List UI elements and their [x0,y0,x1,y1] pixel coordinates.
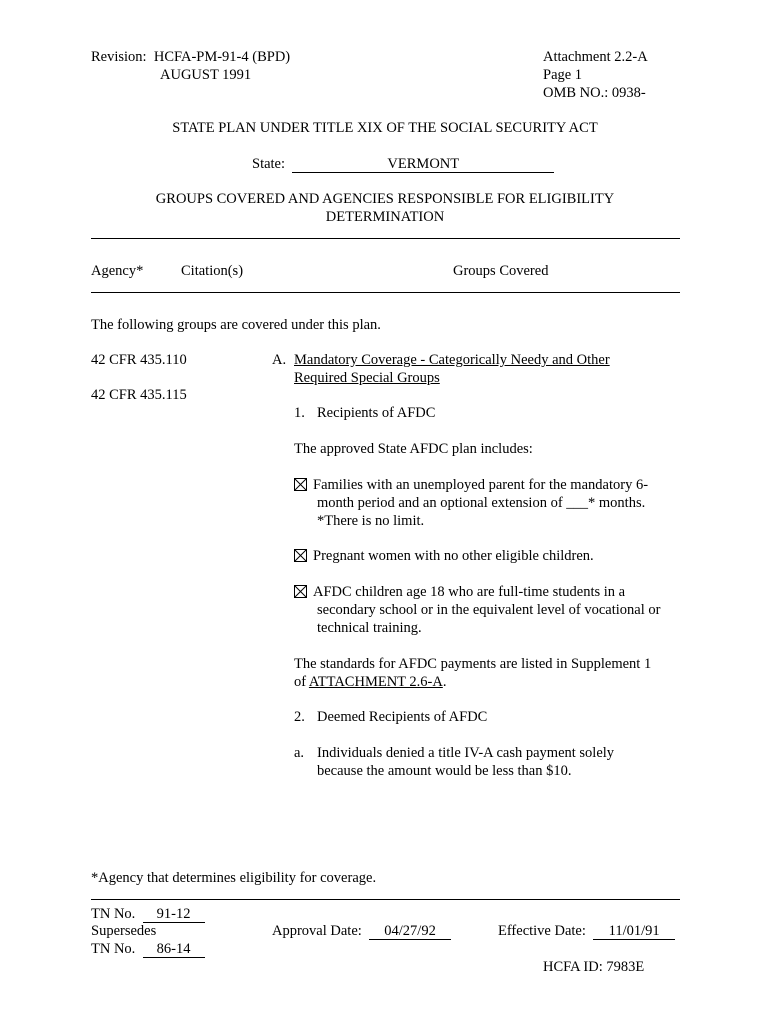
tn-value: 91-12 [143,907,205,923]
option-students-18 [294,583,625,601]
tn-label: TN No. [91,906,136,922]
option-1-line1: Families with an unemployed parent for the mandatory 6- [313,477,649,493]
tn2-label: TN No. [91,941,136,957]
section-a-title-line1: Mandatory Coverage - Categorically Needy and Other [294,352,610,368]
column-groups-covered: Groups Covered [453,263,549,279]
citation-435-115: 42 CFR 435.115 [91,387,187,403]
state-value: VERMONT [292,157,554,173]
approved-plan-text: The approved State AFDC plan includes: [294,441,533,457]
revision-value: HCFA-PM-91-4 (BPD) [153,49,291,65]
standards-line2 [294,673,446,691]
state-line [252,155,554,173]
checked-box-icon [294,478,307,491]
option-1-line2: month period and an optional extension of ___* months. [317,495,646,511]
section-a-title-line2: Required Special Groups [294,370,440,386]
column-citations: Citation(s) [181,263,244,279]
revision-date: AUGUST 1991 [160,67,252,83]
section-a-letter: A. [272,352,287,368]
document-title: STATE PLAN UNDER TITLE XIX OF THE SOCIAL SECURITY ACT [172,120,598,136]
agency-footnote: *Agency that determines eligibility for coverage. [91,870,377,886]
option-3-line3: technical training. [317,620,422,636]
item-1-number: 1. [294,405,305,421]
revision-line [91,48,290,66]
state-label: State: [252,156,286,172]
divider-top [91,238,680,239]
attachment-number: Attachment 2.2-A [543,49,648,65]
intro-text: The following groups are covered under this plan. [91,317,381,333]
column-agency: Agency* [91,263,144,279]
standards-suffix: . [442,674,447,690]
hcfa-id: HCFA ID: 7983E [543,959,645,975]
item-1-label: Recipients of AFDC [317,405,436,421]
section-heading-line1: GROUPS COVERED AND AGENCIES RESPONSIBLE FOR ELIGIBILITY [155,191,615,207]
superseded-tn-line [91,940,205,958]
tn2-value: 86-14 [143,942,205,958]
checked-box-icon [294,549,307,562]
option-pregnant-women [294,547,594,565]
option-unemployed-parent [294,476,648,494]
item-2a-line1: Individuals denied a title IV-A cash payment solely [317,745,615,761]
tn-number-line [91,905,205,923]
supersedes-label: Supersedes [91,923,157,939]
effective-label: Effective Date: [498,923,586,939]
item-2-label: Deemed Recipients of AFDC [317,709,488,725]
approval-value: 04/27/92 [369,924,451,940]
effective-date-line [498,922,675,940]
option-3-line1: AFDC children age 18 who are full-time students in a [313,584,626,600]
option-2-line1: Pregnant women with no other eligible children. [313,548,594,564]
checked-box-icon [294,585,307,598]
standards-line1: The standards for AFDC payments are listed in Supplement 1 [294,656,652,672]
section-heading-line2: DETERMINATION [325,209,445,225]
attachment-reference: ATTACHMENT 2.6-A [308,674,443,690]
omb-number: OMB NO.: 0938- [543,85,646,101]
item-2a-letter: a. [294,745,305,761]
option-3-line2: secondary school or in the equivalent level of vocational or [317,602,661,618]
item-2-number: 2. [294,709,305,725]
page-number: Page 1 [543,67,583,83]
standards-prefix: of [294,674,309,690]
citation-435-110: 42 CFR 435.110 [91,352,187,368]
divider-footer [91,899,680,900]
effective-value: 11/01/91 [593,924,675,940]
option-1-line3: *There is no limit. [317,513,425,529]
approval-date-line [272,922,451,940]
revision-label: Revision: [91,49,147,65]
item-2a-line2: because the amount would be less than $10. [317,763,572,779]
approval-label: Approval Date: [272,923,362,939]
divider-columns [91,292,680,293]
